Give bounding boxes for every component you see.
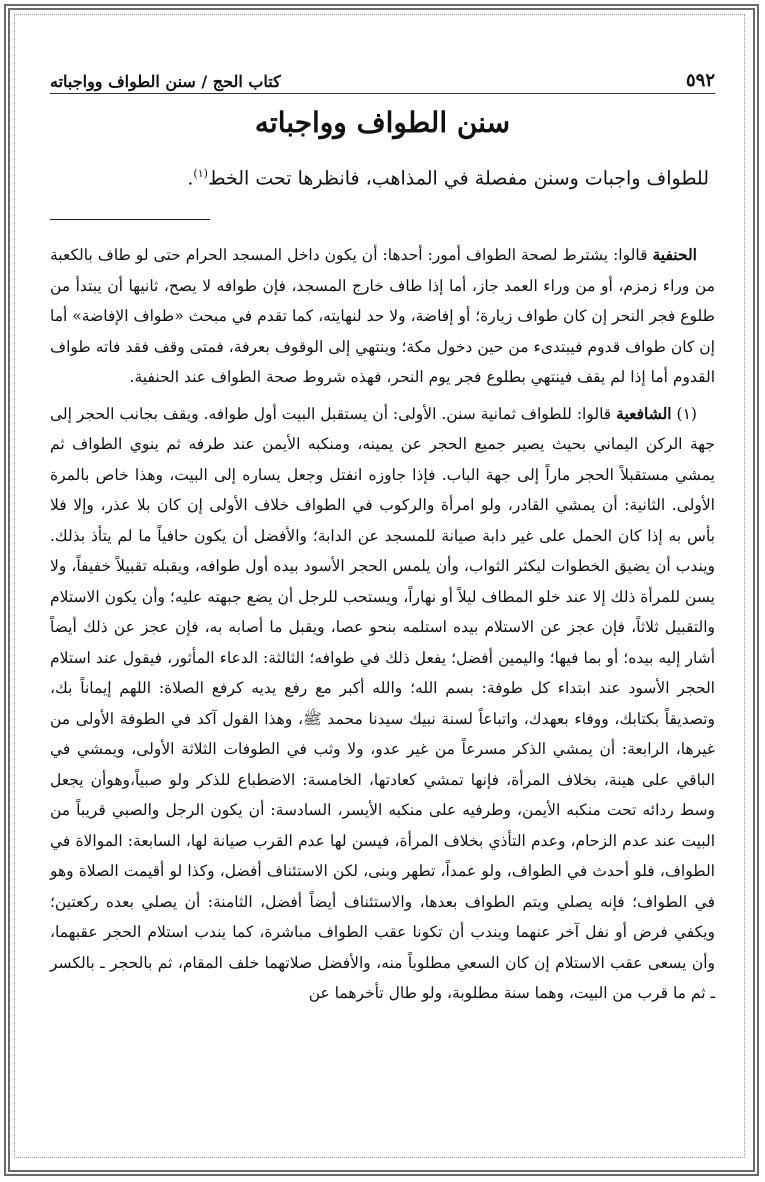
running-title: كتاب الحج / سنن الطواف وواجباته xyxy=(50,72,281,91)
page-content xyxy=(50,70,715,1009)
footnote-separator xyxy=(50,219,210,220)
footnote-marker: (١) xyxy=(193,167,208,180)
footnote-number: (١) xyxy=(671,404,697,423)
running-header xyxy=(50,70,715,94)
section-title: سنن الطواف وواجباته xyxy=(254,106,511,139)
madhhab-label-shafii: الشافعية xyxy=(616,403,672,423)
intro-paragraph xyxy=(50,157,709,195)
hanafi-text: قالوا: يشترط لصحة الطواف أمور: أحدها: أن يكون داخل المسجد الحرام حتى لو طاف بالكعبة من وراء زمزم، أو من وراء العمد جاز، أما إذا طاف خارج المسجد، فإن طوافه لا يصح، ثانيها أن يبتدأ من طلوع فجر النحر إن كان طواف زيارة؛ أو إفاضة، ولا حد لنهايته، كما تقدم في مبحث «طواف الإفاضة» أما إن كان طواف قدوم فيبتدىء من حين دخول مكة؛ وينتهي إلى الوقوف بعرفة، فمتى وقف فقد فاته طواف القدوم أما إذا لم يقف فينتهي بطلوع فجر يوم النحر، فهذه شروط صحة الطواف عند الحنفية. xyxy=(50,246,715,387)
intro-end: . xyxy=(187,167,194,190)
page-number: ٥٩٢ xyxy=(685,70,715,91)
intro-text: للطواف واجبات وسنن مفصلة في المذاهب، فانظرها تحت الخط xyxy=(207,167,709,190)
shafii-text: قالوا: للطواف ثمانية سنن. الأولى: أن يستقبل البيت أول طوافه. ويقف بجانب الحجر إلى جهة الركن اليماني بحيث يصير جميع الحجر عن يمينه، ومنكبه الأيمن عند طرفه ثم ينوي الطواف ثم يمشي مستقبلاً الحجر ماراً إلى جهة الباب. فإذا جاوزه انفتل وجعل يساره إلى البيت، وهذا خاص بالمرة الأولى. الثانية: أن يمشي القادر، ولو امرأة والركوب في الطواف خلاف الأولى إن كان بلا عذر، وإلا فلا بأس به إذا كان الحمل على غير دابة صيانة للمسجد عن الدابة؛ والأفضل أن يكون حافياً ما لم يتأذ بذلك. ويندب أن يضيق الخطوات ليكثر الثواب، وأن يلمس الحجر الأسود بيده أول طوافه، ويقبله تقبيلاً خفيفاً، ولا يسن للمرأة ذلك إلا عند خلو المطاف ليلاً أو نهاراً، ويستحب للرجل أن يضع جبهته عليه؛ وأن يكون الاستلام والتقبيل ثلاثاً، فإن عجز عن الاستلام بيده استلمه بنحو عصا، ويقبل ما أصابه به، فإن عجز عن ذلك أيضاً أشار إليه بيده؛ أو بما فيها؛ واليمين أفضل؛ يفعل ذلك في طوافه؛ الثالثة: الدعاء المأثور، فيقول عند استلام الحجر الأسود عند ابتداء كل طوفة: بسم الله؛ والله أكبر مع رفع يديه كرفع الصلاة: اللهم إيماناً بك، وتصديقاً بكتابك، ووفاء بعهدك، واتباعاً لسنة نبيك سيدنا محمد ﷺ، وهذا القول آكد في الطوفة الأولى من غيرها، الرابعة: أن يمشي الذكر مسرعاً من غير عدو، ولا وثب في الطوفات الثلاثة الأولى، ويمشي في الباقي على هينة، بخلاف المرأة، فإنها تمشي كعادتها، الخامسة: الاضطباع للذكر ولو صبياً،وهوأن يجعل وسط ردائه تحت منكبه الأيمن، وطرفيه على منكبه الأيسر، السادسة: أن يكون الرجل والصبي قريباً من البيت عند عدم الزحام، وعدم التأذي بخلاف المرأة، فيسن لها عدم القرب صيانة لها، السابعة: الموالاة في الطواف، فلو أحدث في الطواف، ولو عمداً، تطهر وبنى، لكن الاستئناف أفضل، وكذا لو أقيمت الصلاة وهو في الطواف؛ فإنه يصلي ويتم الطواف بعدها، والاستئناف أيضاً أفضل، الثامنة: أن يصلي بعده ركعتين؛ ويكفي فرض أو نفل آخر عنهما ويندب أن تكونا عقب الطواف مباشرة، كما يندب استلام الحجر عقبهما، وأن يسعى عقب الاستلام إن كان السعي مطلوباً منه، والأفضل صلاتهما خلف المقام، ثم بالحجر ـ بالكسر ـ ثم ما قرب من البيت، وهما سنة مطلوبة، ولو طال تأخرهما عن xyxy=(50,404,715,1003)
footnote-shafii xyxy=(50,399,715,1009)
footnote-hanafi xyxy=(50,240,715,393)
madhhab-label-hanafi: الحنفية xyxy=(652,245,697,265)
